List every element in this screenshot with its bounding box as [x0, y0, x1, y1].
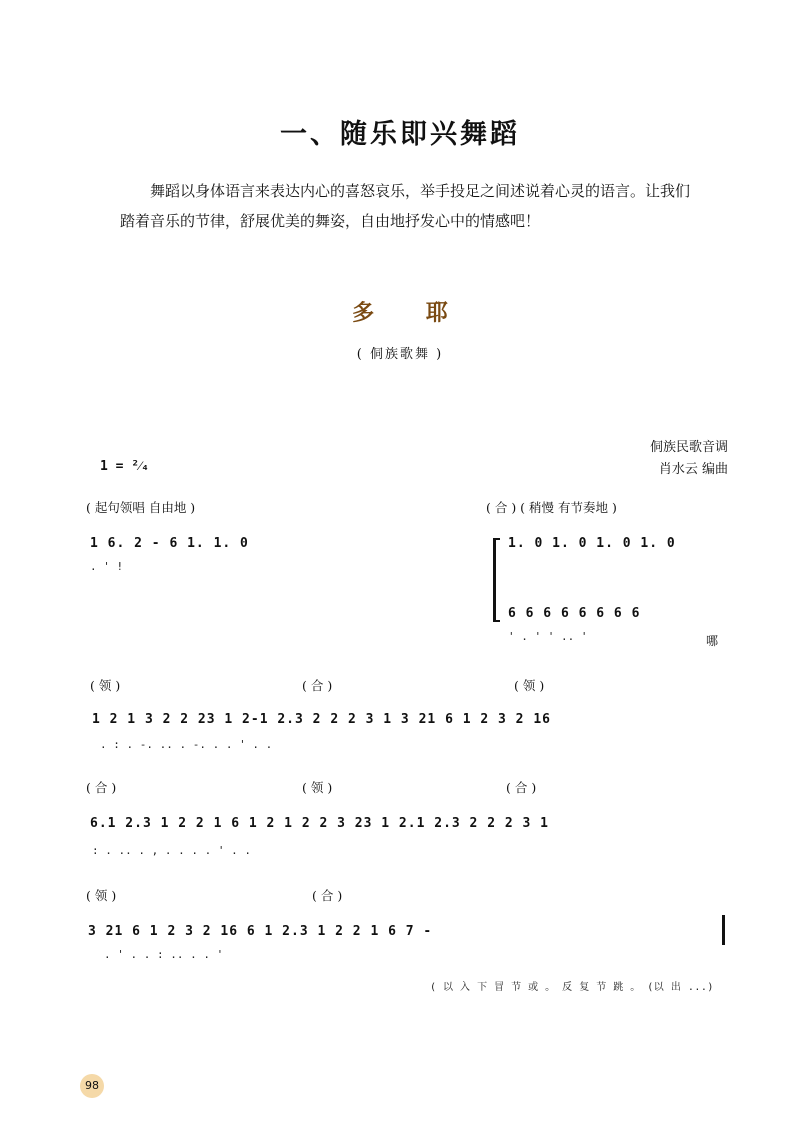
row4-dots: . ' . . : .. . . ' — [104, 948, 224, 961]
row4-annotation-1: ( 领 ) — [86, 888, 117, 903]
row3-dots: : . .. . , . . . . ' . . — [92, 844, 251, 857]
section-title: 一、随乐即兴舞蹈 — [280, 119, 520, 150]
song-title: 多 耶 — [352, 301, 470, 326]
credit-origin: 侗族民歌音调 — [649, 440, 728, 455]
row1-annotation-left: ( 起句领唱 自由地 ) — [86, 500, 196, 515]
page-number: 98 — [80, 1074, 104, 1098]
key-signature: 1 = ²⁄₄ — [100, 459, 150, 474]
row1-notes-right-bottom: 6 6 6 6 6 6 6 6 — [508, 606, 641, 621]
row3-annotation-2: ( 领 ) — [302, 780, 333, 795]
song-subtitle: ( 侗族歌舞 ) — [356, 347, 444, 362]
row2-annotation-1: ( 领 ) — [90, 678, 121, 693]
row4-notes: 3 21 6 1 2 3 2 16 6 1 2.3 1 2 2 1 6 7 - — [88, 924, 433, 939]
row3-annotation-3: ( 合 ) — [506, 780, 537, 795]
row1-notes-left: 1 6. 2 - 6 1. 1. 0 — [90, 536, 249, 551]
row1-notes-right-top: 1. 0 1. 0 1. 0 1. 0 — [508, 536, 676, 551]
intro-paragraph: 舞蹈以身体语言来表达内心的喜怒哀乐，举手投足之间述说着心灵的语言。让我们踏着音乐的节律，舒展优美的舞姿，自由地抒发心中的情感吧！ — [120, 182, 691, 230]
row1-annotation-right: ( 合 ) ( 稍慢 有节奏地 ) — [486, 500, 617, 515]
row3-notes: 6.1 2.3 1 2 2 1 6 1 2 1 2 2 3 23 1 2.1 2.3 2 2 2 3 1 — [90, 816, 549, 831]
row4-annotation-2: ( 合 ) — [312, 888, 343, 903]
row1-dots-right: ' . ' ' .. ' — [508, 630, 588, 643]
credit-composer: 肖水云 编曲 — [658, 462, 728, 477]
row1-dots-left: . ' ! — [90, 560, 124, 573]
row2-dots: . : . -. .. . -. . . ' . . — [100, 738, 273, 751]
staff-bracket — [493, 538, 500, 622]
row3-annotation-1: ( 合 ) — [86, 780, 117, 795]
row2-annotation-2: ( 合 ) — [302, 678, 333, 693]
row2-annotation-3: ( 领 ) — [514, 678, 545, 693]
row2-notes: 1 2 1 3 2 2 23 1 2-1 2.3 2 2 2 3 1 3 21 6 1 2 3 2 16 — [92, 712, 551, 727]
row1-lyric: 哪 — [706, 634, 719, 648]
final-barline — [722, 915, 725, 945]
row4-tail: ( 以 入 下 冒 节 或 。 反 复 节 跳 。 (以 出 ...) — [430, 982, 714, 993]
